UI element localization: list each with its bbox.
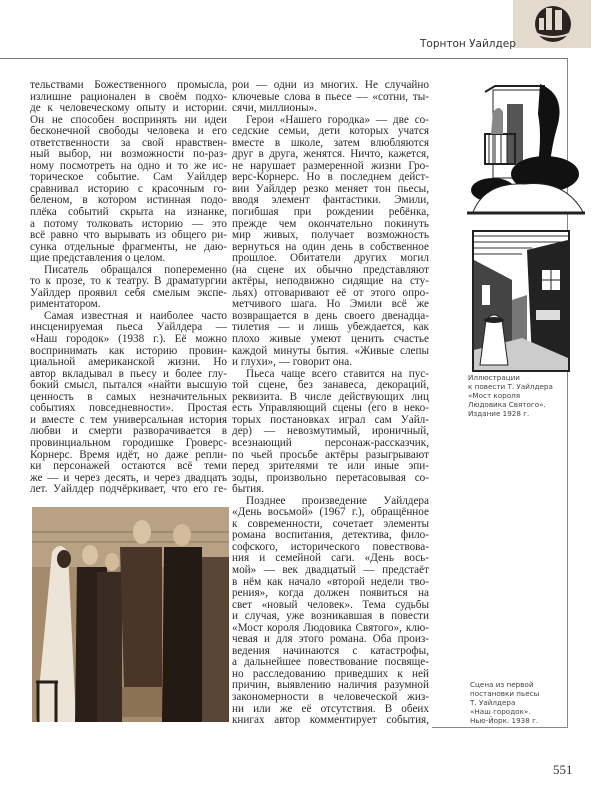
text-line: тилетия — и лишь убеждается, как bbox=[232, 322, 429, 334]
text-line: сравнивал историю с красочным го- bbox=[30, 183, 227, 195]
text-line: инсценируемая пьеса Уайлдера — bbox=[30, 322, 227, 334]
text-line: и вместе с тем универсальная история bbox=[30, 414, 227, 426]
illustrations-caption bbox=[468, 373, 553, 418]
text-line: прошлое. Обитатели других могил bbox=[232, 253, 429, 265]
text-line: сячи, миллионы». bbox=[232, 103, 318, 115]
text-line: ценность в самых незначительных bbox=[30, 391, 227, 403]
text-line: есть Управляющий сцены (его в неко- bbox=[232, 403, 429, 415]
text-line: прежде чем окончательно покинуть bbox=[232, 218, 429, 230]
photo-caption bbox=[470, 680, 539, 725]
text-line: ки персонажей остаются всё теми bbox=[30, 461, 227, 473]
text-line: щие представления о целом. bbox=[30, 253, 166, 265]
text-line: провинциальном городишке Гроверс- bbox=[30, 437, 227, 449]
text-line: же — и через десять, и через двадцать bbox=[30, 472, 227, 484]
text-line: книгах автор комментирует события, bbox=[232, 715, 429, 727]
text-line: всезнающий персонаж-рассказчик, bbox=[232, 437, 429, 449]
text-line: риментатором. bbox=[30, 299, 101, 311]
caption-line: «Наш городок». bbox=[470, 707, 531, 716]
text-line: но расследованию приведших к ней bbox=[232, 668, 429, 680]
text-line: Герои «Нашего городка» — две со- bbox=[246, 114, 429, 126]
text-line: погибшая при рождении ребёнка, bbox=[232, 207, 429, 219]
text-line: Он не способен воспринять ни идеи bbox=[30, 114, 227, 126]
text-line: сунка отдельные фрагменты, не даю- bbox=[30, 241, 227, 253]
section-logo bbox=[513, 0, 591, 48]
balcony-illustration bbox=[465, 82, 587, 216]
text-line: дер) — невозмутимый, ироничный, bbox=[232, 426, 429, 438]
text-line: а дальнейшее повествование посвяще- bbox=[232, 657, 429, 669]
text-line: софского, исторического повествова- bbox=[232, 541, 429, 553]
text-line: тельствами Божественного промысла, bbox=[30, 80, 227, 91]
text-line: а потому толковать историю — это bbox=[30, 218, 227, 230]
text-line: и случая, уже возникавшая в повести bbox=[232, 611, 429, 623]
caption-line: Нью-Йорк. 1938 г. bbox=[470, 716, 539, 725]
text-line: бытия. bbox=[232, 484, 265, 496]
text-line: торическое событие. Сам Уайлдер bbox=[30, 172, 227, 184]
text-line: рения», когда должен появиться на bbox=[232, 588, 429, 600]
text-line: «День восьмой» (1967 г.), обращённое bbox=[232, 507, 429, 519]
text-line: чевая и для этого романа. Оба произ- bbox=[232, 634, 429, 646]
caption-line: Т. Уайлдера bbox=[470, 698, 516, 707]
text-line: друг в друга, женятся. Ничто, кажется, bbox=[232, 149, 429, 161]
text-line: к современности, сочетает элементы bbox=[232, 518, 429, 530]
text-line: бокий смысл, пытался «найти высшую bbox=[30, 380, 227, 392]
text-line: лет. Уайлдер подчёркивает, что его ге- bbox=[30, 484, 227, 496]
text-column-middle bbox=[232, 80, 429, 727]
header-rule bbox=[0, 58, 568, 59]
caption-line: Издание 1928 г. bbox=[468, 409, 530, 418]
caption-line: постановки пьесы bbox=[470, 689, 540, 698]
caption-line: к повести Т. Уайлдера bbox=[468, 382, 553, 391]
ship-emblem-icon bbox=[513, 0, 591, 48]
text-line: метчивого шага. Но Эмили всё же bbox=[232, 299, 429, 311]
text-line: каждой минуты бытия. «Живые слепы bbox=[232, 345, 429, 357]
caption-line: Иллюстрации bbox=[468, 373, 520, 382]
text-line: бесконечной свободы человека и его bbox=[30, 126, 227, 138]
text-line: закономерности в человеческой жиз- bbox=[232, 691, 429, 703]
theatre-scene-photo bbox=[32, 507, 229, 722]
caption-line: «Мост короля bbox=[468, 391, 521, 400]
caption-line: Сцена из первой bbox=[470, 680, 534, 689]
text-line: ведения начинаются с катастрофы, bbox=[232, 645, 429, 657]
text-line: в нём как начало «второй недели тво- bbox=[232, 576, 429, 588]
text-line: ни или же её отсутствия. В обеих bbox=[232, 703, 429, 715]
text-line: Писатель обращался попеременно bbox=[44, 264, 227, 276]
text-line: воспринимать как историю провин- bbox=[30, 345, 227, 357]
text-line: льях) отговаривают её от этого опро- bbox=[232, 287, 429, 299]
text-line: любви и смерти разворачивается в bbox=[30, 426, 227, 438]
text-line: рои — одни из многих. Не случайно bbox=[232, 80, 429, 91]
text-line: излишне рационален в своём подхо- bbox=[30, 91, 227, 103]
text-line: ключевые слова в пьесе — «сотни, ты- bbox=[232, 91, 429, 103]
text-line: мой» — век двадцатый — предстаёт bbox=[232, 564, 429, 576]
text-line: причин, выявлению наличия разумной bbox=[232, 680, 429, 692]
text-line: реквизита. В числе действующих лиц bbox=[232, 391, 429, 403]
text-line: Пьеса чаще всего ставится на пус- bbox=[246, 368, 429, 380]
text-line: де к человеческому опыту и истории. bbox=[30, 103, 227, 115]
running-header: Торнтон Уайлдер bbox=[420, 38, 516, 50]
text-line: автор вкладывал в пьесу и более глу- bbox=[30, 368, 227, 380]
text-line: плёка событий скрыта на изнанке, bbox=[30, 207, 227, 219]
text-line: Уайлдер проявил себя смелым экспе- bbox=[30, 287, 227, 299]
text-line: ответственности за свой нравствен- bbox=[30, 137, 227, 149]
text-line: седские семьи, дети которых учатся bbox=[232, 126, 429, 138]
text-line: торых постановках играл сам Уайл- bbox=[232, 414, 429, 426]
text-line: мир живых, получает возможность bbox=[232, 230, 429, 242]
caption-line: Людовика Святого». bbox=[468, 400, 546, 409]
text-line: романа воспитания, детектива, фило- bbox=[232, 530, 429, 542]
text-line: событиях повседневности». Простая bbox=[30, 403, 227, 415]
text-line: Корнерс. Время идёт, но даже репли- bbox=[30, 449, 227, 461]
text-line: Самая известная и наиболее часто bbox=[44, 310, 227, 322]
text-line: (на сцене их обычно представляют bbox=[232, 264, 429, 276]
text-line: ный выбор, ни возможности по-раз- bbox=[30, 149, 227, 161]
text-line: вводя элемент фантастики. Эмили, bbox=[232, 195, 429, 207]
text-line: вии Уайлдер резко меняет тон пьесы, bbox=[232, 183, 429, 195]
text-line: ному посмотреть на одно и то же ис- bbox=[30, 160, 227, 172]
text-line: по чьей просьбе актёры разыгрывают bbox=[232, 449, 429, 461]
text-line: «Наш городок» (1938 г.). Её можно bbox=[30, 334, 227, 346]
page-number: 551 bbox=[553, 762, 573, 777]
text-column-left bbox=[30, 80, 227, 496]
street-illustration bbox=[472, 230, 570, 374]
text-line: зоды, произвольно перетасовывая со- bbox=[232, 472, 429, 484]
text-line: перед зрителями те или иные эпи- bbox=[232, 461, 429, 473]
text-line: плохо живые умеют ценить счастье bbox=[232, 334, 429, 346]
text-line: свет «новый человек». Тема судьбы bbox=[232, 599, 429, 611]
sidebar-bottom-rule bbox=[432, 727, 568, 728]
text-line: той сцене, без занавеса, декораций, bbox=[232, 380, 429, 392]
text-line: беленом, в котором истинная подо- bbox=[30, 195, 227, 207]
text-line: возвращается в день своего двенадца- bbox=[232, 310, 429, 322]
text-line: Позднее произведение Уайлдера bbox=[246, 495, 429, 507]
text-line: то к прозе, то к театру. В драматургии bbox=[30, 276, 227, 288]
text-line: вернуться на один день в собственное bbox=[232, 241, 429, 253]
text-line: циальной американской жизни. Но bbox=[30, 357, 227, 369]
text-line: вместе в школе, затем влюбляются bbox=[232, 137, 429, 149]
text-line: «Мост короля Людовика Святого», клю- bbox=[232, 622, 429, 634]
text-line: верс-Корнерс. Но в последнем дейст- bbox=[232, 172, 429, 184]
text-line: актёры, неподвижно сидящие на сту- bbox=[232, 276, 429, 288]
text-line: ния и семейной саги. «День вось- bbox=[232, 553, 429, 565]
text-line: и глухи», — говорит она. bbox=[232, 357, 353, 369]
text-line: всё равно что вырывать из общего ри- bbox=[30, 230, 227, 242]
text-line: не нарушает размеренной жизни Гро- bbox=[232, 160, 429, 172]
